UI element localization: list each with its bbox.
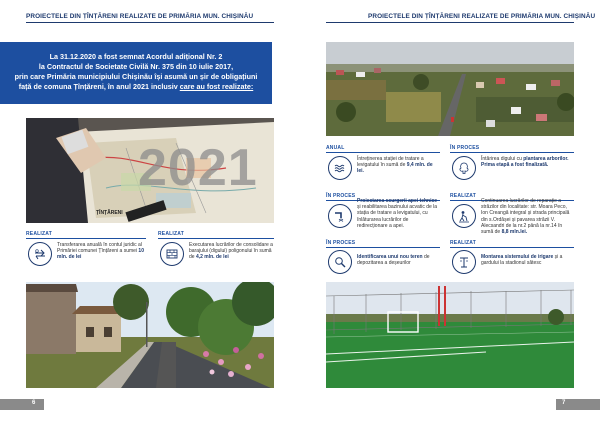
right-page: [300, 0, 600, 425]
pipe-drain-icon: [328, 204, 352, 228]
brick-wall-icon: [160, 242, 184, 266]
item-description: Întărirea digului cu plantarea arborilor. Prima etapă a fost finalizată.: [481, 156, 569, 169]
intro-line-3: prin care Primăria municipiului Chișinău își asumă un șir de obligațiuni: [14, 72, 258, 81]
item-description: Executarea lucrărilor de consolidare a barajului (digului) poligonului în sumă de 4,2 mln. de lei: [189, 242, 273, 261]
left-header-title: PROIECTELE DIN ȚÎNȚĂRENI REALIZATE DE PRIMĂRIA MUN. CHIȘINĂU: [26, 13, 254, 20]
money-transfer-icon: [28, 242, 52, 266]
item-description: Montarea sistemului de irigare și a gardului la stadionul sătesc: [481, 254, 563, 267]
year-overlay: 2021: [138, 139, 258, 197]
intro-line-1: La 31.12.2020 a fost semnat Acordul adițional Nr. 2: [49, 52, 223, 61]
status-badge: REALIZAT: [158, 231, 184, 237]
irrigation-icon: [452, 250, 476, 274]
item-divider: [158, 238, 274, 239]
item-description: Continuarea lucrărilor de reparație a străzilor din localitate: str. Moara Peco, Ion Creangă integral și strada principală din s.Ordășei și pavarea străzii V. Alecsandri de la nr.2 până la nr.14 în sumă de 8,8 mln.lei.: [481, 198, 570, 236]
right-header-rule: [326, 22, 574, 23]
page-number: 6: [32, 400, 36, 406]
status-badge: REALIZAT: [450, 193, 476, 199]
aerial-village-photo: [326, 42, 574, 136]
item-divider: [450, 152, 574, 153]
item-divider: [326, 152, 440, 153]
map-photo: [26, 118, 274, 223]
item-description: Identificarea unui nou teren de depozitarea a deșeurilor: [357, 254, 430, 267]
status-badge: REALIZAT: [26, 231, 52, 237]
status-badge: ÎN PROCES: [326, 240, 356, 246]
search-icon: [328, 250, 352, 274]
village-street-photo: [26, 282, 274, 388]
left-footer-bar: [0, 399, 44, 410]
item-divider: [26, 238, 146, 239]
item-description: Întreținerea stației de tratare a levigatului în sumă de 9,4 mln. de lei.: [357, 156, 433, 175]
intro-box: [0, 42, 272, 104]
item-divider: [326, 247, 440, 248]
status-badge: ÎN PROCES: [450, 145, 480, 151]
item-description: Transferarea anuală în contul juridic al Primăriei comunei Țînțăreni a sumei 10 mln. de lei: [57, 242, 144, 261]
status-badge: REALIZAT: [450, 240, 476, 246]
intro-line-2: la Contractul de Societate Civilă Nr. 375 din 10 iulie 2017,: [38, 62, 234, 71]
intro-line-4: față de comuna Țînțăreni, în anul 2021 inclusiv care au fost realizate:: [18, 82, 254, 91]
road-worker-icon: [452, 204, 476, 228]
status-badge: ANUAL: [326, 145, 345, 151]
right-header-title: PROIECTELE DIN ȚÎNȚĂRENI REALIZATE DE PRIMĂRIA MUN. CHIȘINĂU: [368, 13, 596, 20]
left-header-rule: [26, 22, 274, 23]
stadium-photo: [326, 282, 574, 388]
map-area-label: ȚÎNȚĂRENI: [96, 210, 123, 216]
tree-icon: [452, 156, 476, 180]
item-divider: [450, 247, 574, 248]
page-number: 7: [562, 400, 566, 406]
item-description: Proiectarea scurgerii apei tehnice și reabilitarea bazinului acvatic de la stația de tratare a levigatului, cu înlăturarea lucrărilor de redirecționare a apei.: [357, 198, 438, 229]
status-badge: ÎN PROCES: [326, 193, 356, 199]
water-waves-icon: [328, 156, 352, 180]
